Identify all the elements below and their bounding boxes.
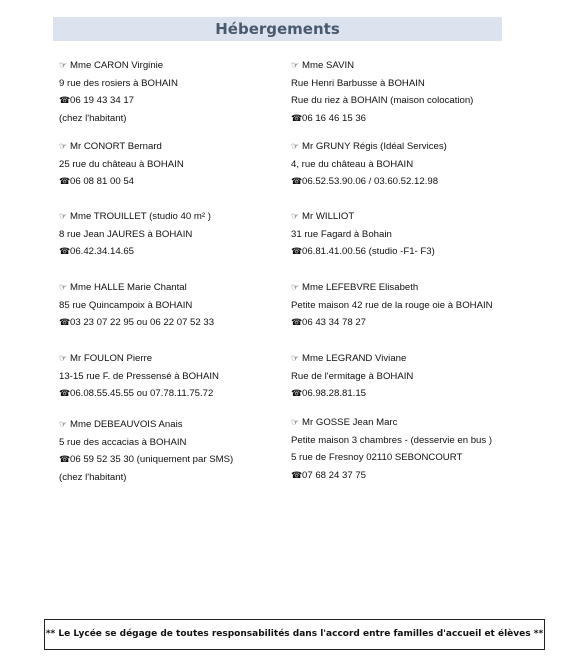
listing-phone-line [291, 314, 493, 332]
telephone-icon: ☎ [59, 388, 71, 398]
pointing-hand-icon: ☞ [59, 353, 68, 363]
host-address: 8 rue Jean JAURES à BOHAIN [59, 228, 193, 240]
listing-phone-line [59, 451, 233, 469]
pointing-hand-icon: ☞ [291, 353, 300, 363]
host-name: Mr GRUNY Régis (Idéal Services) [302, 141, 447, 152]
host-address: Rue du riez à BOHAIN (maison colocation) [291, 95, 474, 106]
host-address: 5 rue des accacias à BOHAIN [59, 436, 187, 448]
listing-entry [59, 416, 233, 486]
host-address: Rue de l'ermitage à BOHAIN [291, 370, 414, 382]
telephone-icon: ☎ [291, 469, 303, 480]
host-address: 25 rue du château à BOHAIN [59, 158, 184, 170]
listing-entry [59, 208, 211, 261]
host-phone: 06.42.34.14.65 [70, 246, 135, 257]
telephone-icon: ☎ [291, 112, 303, 123]
page-title: Hébergements [53, 17, 502, 41]
listing-phone-line [291, 243, 435, 261]
host-name: Mme HALLE Marie Chantal [70, 282, 187, 293]
host-name: Mme SAVIN [302, 60, 355, 71]
host-address: Petite maison 42 rue de la rouge oie à BOHAIN [291, 299, 493, 311]
listing-name-line [59, 350, 219, 368]
pointing-hand-icon: ☞ [59, 282, 68, 292]
host-name: Mme LEFEBVRE Elisabeth [302, 282, 419, 293]
listing-name-line [59, 57, 178, 75]
host-note: (chez l'habitant) [59, 112, 127, 124]
host-name: Mr GOSSE Jean Marc [302, 417, 398, 428]
pointing-hand-icon: ☞ [59, 419, 68, 429]
listing-entry [59, 138, 184, 191]
host-address: Rue Henri Barbusse à BOHAIN [291, 77, 425, 89]
listing-phone-line [59, 314, 214, 332]
host-name: Mr WILLIOT [302, 211, 355, 222]
listing-name-line [291, 57, 473, 75]
host-phone: 06 43 34 78 27 [302, 317, 367, 328]
host-name: Mme LEGRAND Viviane [302, 353, 407, 364]
listing-entry [291, 279, 493, 332]
host-phone: 06.81.41.00.56 (studio -F1- F3) [302, 246, 435, 257]
listing-entry [59, 279, 214, 332]
listing-phone-line [291, 385, 413, 403]
listing-phone-line [59, 92, 178, 110]
pointing-hand-icon: ☞ [59, 141, 68, 151]
listing-name-line [291, 208, 435, 226]
listing-entry [59, 350, 219, 403]
host-address: 5 rue de Fresnoy 02110 SEBONCOURT [291, 452, 463, 463]
listing-phone-line [59, 243, 211, 261]
listing-entry [59, 57, 178, 127]
host-phone: 06.52.53.90.06 / 03.60.52.12.98 [302, 176, 439, 187]
telephone-icon: ☎ [291, 176, 303, 186]
host-phone: 07 68 24 37 75 [302, 469, 367, 481]
listing-name-line [59, 208, 211, 226]
pointing-hand-icon: ☞ [59, 211, 68, 221]
telephone-icon: ☎ [291, 317, 303, 327]
listing-entry [291, 138, 447, 191]
host-phone: 06.98.28.81.15 [302, 388, 367, 399]
host-name: Mme TROUILLET (studio 40 m² ) [70, 211, 211, 222]
listing-name-line [59, 138, 184, 156]
host-name: Mme DEBEAUVOIS Anais [70, 419, 183, 430]
pointing-hand-icon: ☞ [291, 417, 300, 427]
telephone-icon: ☎ [59, 246, 71, 256]
listing-entry [291, 57, 473, 127]
host-phone: 06.08.55.45.55 ou 07.78.11.75.72 [70, 388, 214, 399]
listing-phone-line [59, 173, 184, 191]
host-phone: 06 19 43 34 17 [70, 95, 135, 106]
listing-phone-line [59, 385, 219, 403]
host-name: Mr FOULON Pierre [70, 353, 153, 364]
host-phone: 06 59 52 35 30 (uniquement par SMS) [70, 454, 234, 465]
listing-entry [291, 350, 413, 403]
pointing-hand-icon: ☞ [291, 141, 300, 151]
telephone-icon: ☎ [59, 454, 71, 464]
host-phone: 06 16 46 15 36 [302, 112, 367, 124]
listing-phone-line [291, 467, 492, 485]
host-address: 13-15 rue F. de Pressensé à BOHAIN [59, 370, 219, 382]
listing-entry [291, 414, 492, 484]
listing-name-line [291, 138, 447, 156]
host-name: Mme CARON Virginie [70, 60, 164, 71]
host-address: 85 rue Quincampoix à BOHAIN [59, 299, 193, 311]
host-note: (chez l'habitant) [59, 471, 127, 483]
host-phone: 03 23 07 22 95 ou 06 22 07 52 33 [70, 317, 215, 328]
listing-name-line [291, 350, 413, 368]
telephone-icon: ☎ [59, 317, 71, 327]
host-address: 31 rue Fagard à Bohain [291, 228, 392, 240]
host-address: 4, rue du château à BOHAIN [291, 158, 414, 170]
telephone-icon: ☎ [59, 95, 71, 105]
pointing-hand-icon: ☞ [291, 282, 300, 292]
host-address: Petite maison 3 chambres - (desservie en bus ) [291, 434, 493, 446]
listing-name-line [59, 279, 214, 297]
listing-phone-line [291, 173, 447, 191]
telephone-icon: ☎ [291, 246, 303, 256]
listing-phone-line [291, 110, 473, 128]
host-name: Mr CONORT Bernard [70, 141, 162, 152]
telephone-icon: ☎ [59, 176, 71, 186]
pointing-hand-icon: ☞ [59, 60, 68, 70]
telephone-icon: ☎ [291, 388, 303, 398]
host-phone: 06 08 81 00 54 [70, 176, 135, 187]
listing-name-line [291, 414, 492, 432]
pointing-hand-icon: ☞ [291, 60, 300, 70]
listing-entry [291, 208, 435, 261]
listing-name-line [291, 279, 493, 297]
host-address: 9 rue des rosiers à BOHAIN [59, 77, 178, 89]
listing-name-line [59, 416, 233, 434]
disclaimer-box: ** Le Lycée se dégage de toutes responsabilités dans l'accord entre familles d'accueil et élèves ** [44, 619, 545, 650]
pointing-hand-icon: ☞ [291, 211, 300, 221]
